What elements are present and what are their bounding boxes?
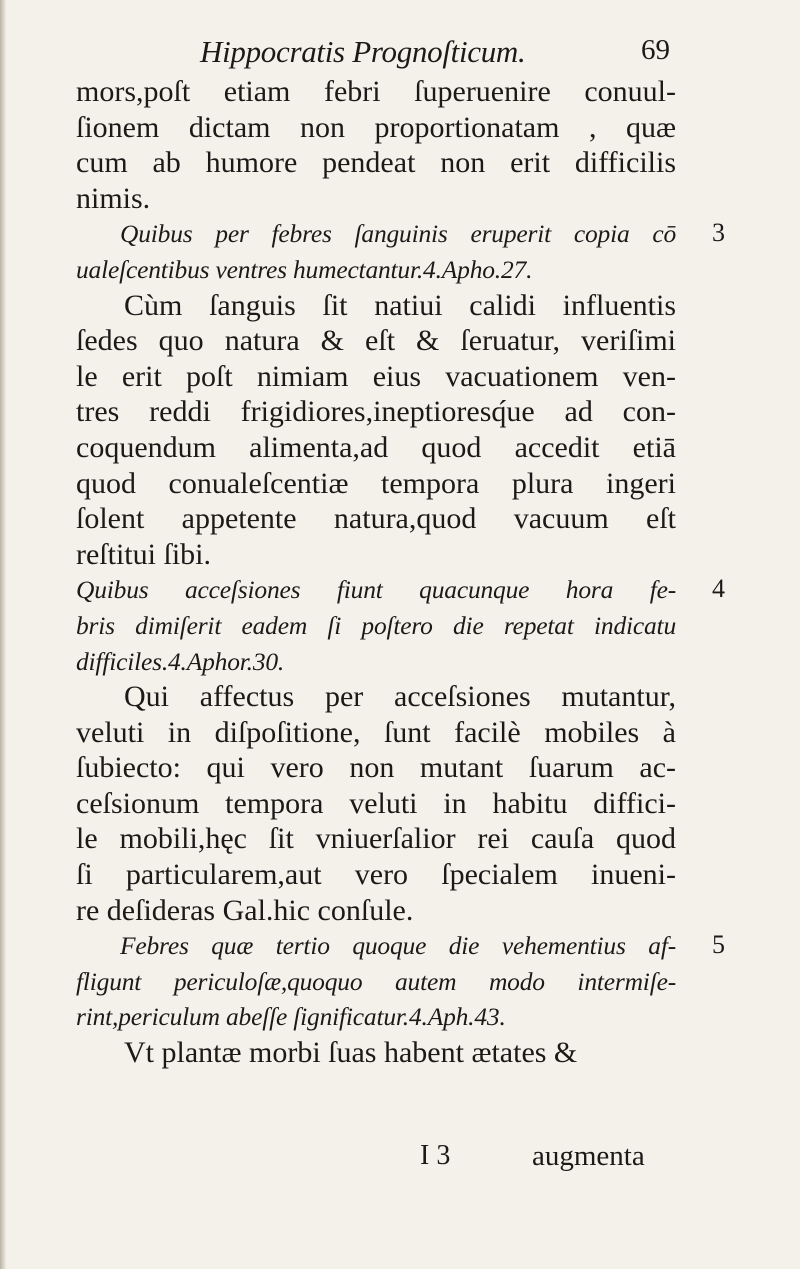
catchword: augmenta: [532, 1140, 645, 1172]
commentary-block: [76, 74, 676, 216]
text-line: ſedes quo natura & eſt & ſeruatur, veriſimi: [76, 324, 676, 358]
text-line: Febres quæ tertio quoque die vehementius af-: [120, 931, 676, 961]
text-line: ceſsionum tempora veluti in habitu diffici-: [76, 786, 676, 820]
text-line: ſi particularem,aut vero ſpecialem inueni-: [76, 858, 676, 892]
commentary-block: [76, 288, 676, 573]
text-line: ſolent appetente natura,quod vacuum eſt: [76, 502, 676, 536]
text-line: Vt plantæ morbi ſuas habent ætates &: [124, 1036, 578, 1070]
page-gutter-edge: [0, 0, 6, 1269]
aphorism-block: [76, 216, 676, 287]
commentary-block: [76, 679, 676, 928]
text-line: ualeſcentibus ventres humectantur.4.Apho.27.: [76, 254, 533, 284]
text-line: le erit poſt nimiam eius vacuationem ven-: [76, 359, 676, 393]
aphorism-block: [76, 928, 676, 1035]
aphorism-block: [76, 572, 676, 679]
text-line: reſtitui ſibi.: [76, 537, 211, 571]
margin-number: 3: [712, 218, 725, 247]
text-line: difficiles.4.Aphor.30.: [76, 646, 285, 676]
running-title: Hippocratis Prognoſticum.: [200, 34, 526, 69]
text-line: re deſideras Gal.hic conſule.: [76, 893, 414, 927]
text-line: bris dimiſerit eadem ſi poſtero die repetat indicatu: [76, 610, 676, 640]
main-text-block: [76, 74, 676, 1071]
text-line: cum ab humore pendeat non erit difficilis: [76, 146, 676, 180]
text-line: Quibus acceſsiones fiunt quacunque hora fe-: [76, 575, 676, 605]
text-line: ſionem dictam non proportionatam , quæ: [76, 110, 676, 144]
text-line: Qui affectus per acceſsiones mutantur,: [124, 680, 676, 714]
text-line: nimis.: [76, 181, 151, 215]
page-number: 69: [641, 34, 670, 66]
text-line: Quibus per febres ſanguinis eruperit copia cō: [120, 219, 676, 249]
signature-mark: I 3: [420, 1140, 451, 1171]
running-header: [200, 34, 670, 74]
text-line: fligunt periculoſæ,quoquo autem modo intermiſe-: [76, 966, 676, 996]
text-line: tres reddi frigidiores,ineptioresq́ue ad con-: [76, 395, 676, 429]
margin-number: 4: [712, 574, 725, 603]
text-line: rint,periculum abeſſe ſignificatur.4.Aph.43.: [76, 1002, 506, 1032]
text-line: veluti in diſpoſitione, ſunt facilè mobiles à: [76, 715, 676, 749]
margin-number: 5: [712, 930, 725, 959]
text-line: ſubiecto: qui vero non mutant ſuarum ac-: [76, 751, 676, 785]
text-line: coquendum alimenta,ad quod accedit etiā: [76, 430, 676, 464]
text-line: le mobili,hęc ſit vniuerſalior rei cauſa quod: [76, 822, 676, 856]
text-line: Cùm ſanguis ſit natiui calidi influentis: [124, 288, 676, 322]
text-line: quod conualeſcentiæ tempora plura ingeri: [76, 466, 676, 500]
commentary-block: [76, 1035, 676, 1071]
text-line: mors,poſt etiam febri ſuperuenire conuul-: [76, 75, 676, 108]
